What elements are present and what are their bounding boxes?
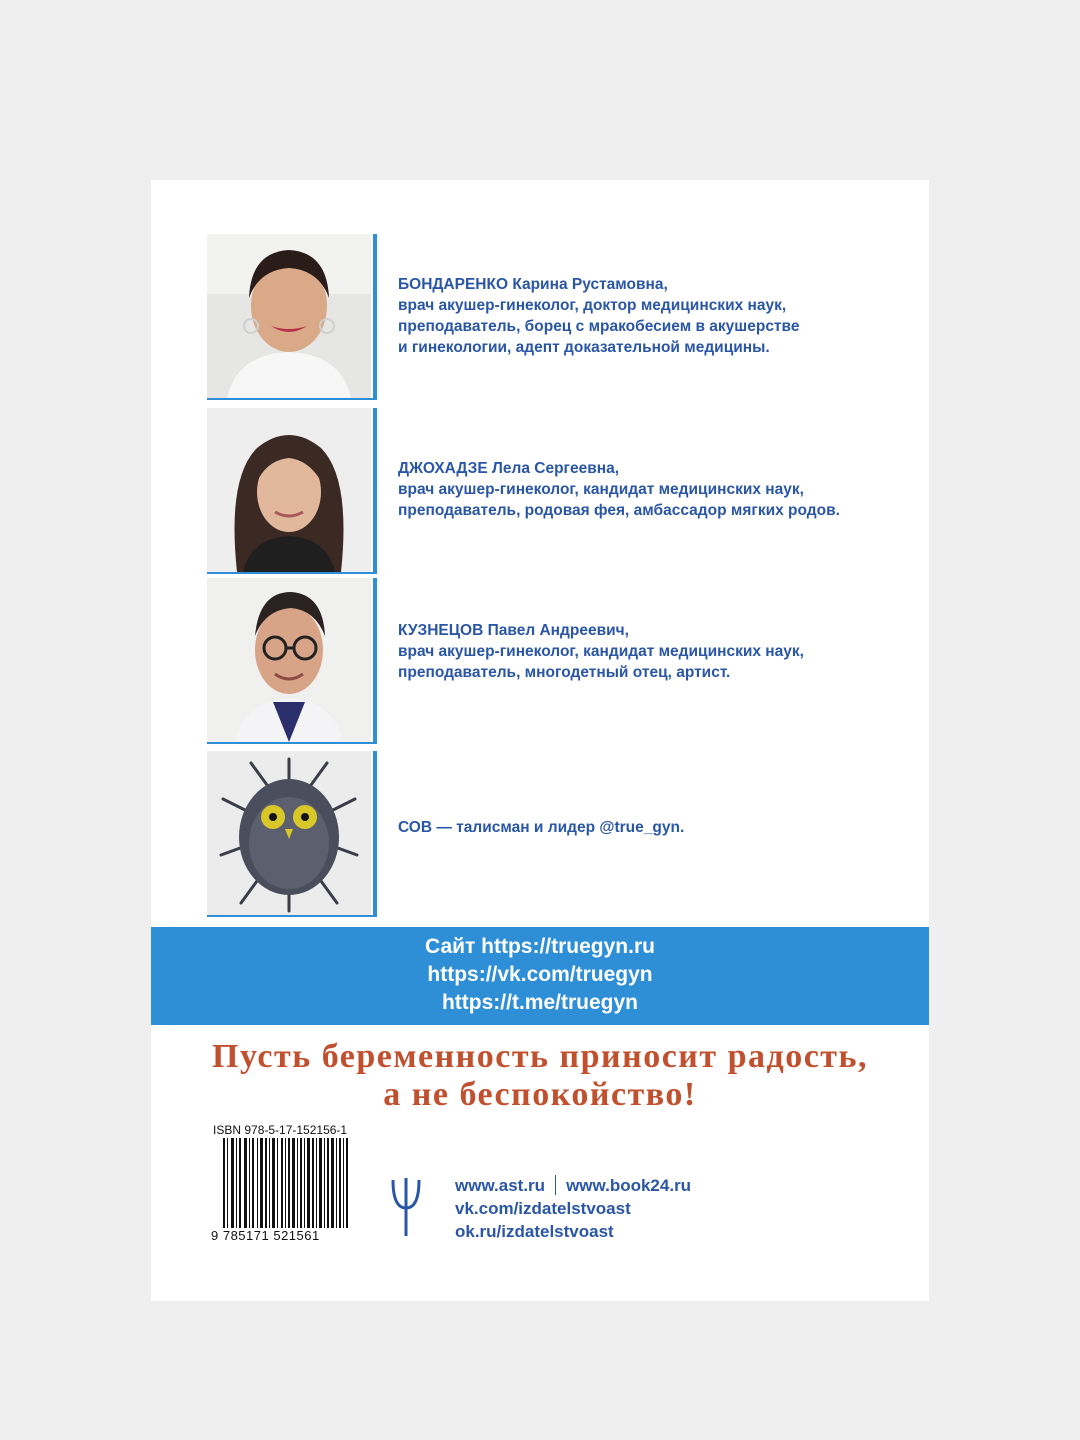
author-bio-line: преподаватель, многодетный отец, артист. [398,664,731,681]
publisher-psi-logo-icon [391,1178,421,1238]
author-bio-line: преподаватель, борец с мракобесием в акушерстве [398,318,800,335]
photo-accent-underline [207,572,377,574]
photo-accent-underline [207,915,377,917]
author-photo-bondarenko [207,234,371,398]
author-bio-line: преподаватель, родовая фея, амбассадор мягких родов. [398,502,840,519]
author-bio-line: врач акушер-гинеколог, доктор медицинских наук, [398,297,787,314]
slogan-line-1: Пусть беременность приносит радость, [212,1038,868,1075]
ast-link[interactable]: www.ast.ru [455,1176,546,1195]
author-photo-kuznetsov [207,578,371,742]
slogan [151,1038,929,1114]
owl-mascot-photo [207,751,371,915]
mascot-block-sov [207,751,767,917]
author-name: БОНДАРЕНКО Карина Рустамовна, [398,276,668,293]
author-bio-line: и гинекологии, адепт доказательной медицины. [398,339,770,356]
slogan-line-2: а не беспокойство! [383,1076,697,1113]
photo-accent-bar [373,578,377,744]
book24-link[interactable]: www.book24.ru [566,1176,692,1195]
photo-accent-bar [373,234,377,400]
author-bio-line: врач акушер-гинеколог, кандидат медицинских наук, [398,643,804,660]
publisher-links [455,1174,691,1243]
photo-accent-bar [373,408,377,574]
author-bio [398,458,898,521]
publisher-ok-link[interactable]: ok.ru/izdatelstvoast [455,1222,614,1241]
photo-accent-underline [207,742,377,744]
link-separator [555,1175,556,1195]
author-bio [398,620,898,683]
barcode-icon [211,1138,361,1236]
website-links-band [151,927,929,1025]
isbn-label: ISBN 978-5-17-152156-1 [213,1123,348,1137]
book-back-cover [151,180,929,1301]
author-block-bondarenko [207,234,800,400]
author-block-dzhokhadze [207,408,840,574]
author-block-kuznetsov [207,578,804,744]
author-name: КУЗНЕЦОВ Павел Андреевич, [398,622,629,639]
telegram-link[interactable]: https://t.me/truegyn [441,991,638,1014]
photo-accent-bar [373,751,377,917]
photo-accent-underline [207,398,377,400]
mascot-caption-line: СОВ — талисман и лидер @true_gyn. [398,819,685,836]
mascot-caption [398,817,898,838]
site-link[interactable]: Сайт https://truegyn.ru [425,935,655,958]
vk-link[interactable]: https://vk.com/truegyn [427,963,653,986]
author-name: ДЖОХАДЗЕ Лела Сергеевна, [398,460,620,477]
barcode-digits: 9 785171 521561 [211,1228,361,1243]
author-photo-dzhokhadze [207,408,371,572]
author-bio [398,274,898,358]
author-bio-line: врач акушер-гинеколог, кандидат медицинских наук, [398,481,804,498]
publisher-vk-link[interactable]: vk.com/izdatelstvoast [455,1199,631,1218]
